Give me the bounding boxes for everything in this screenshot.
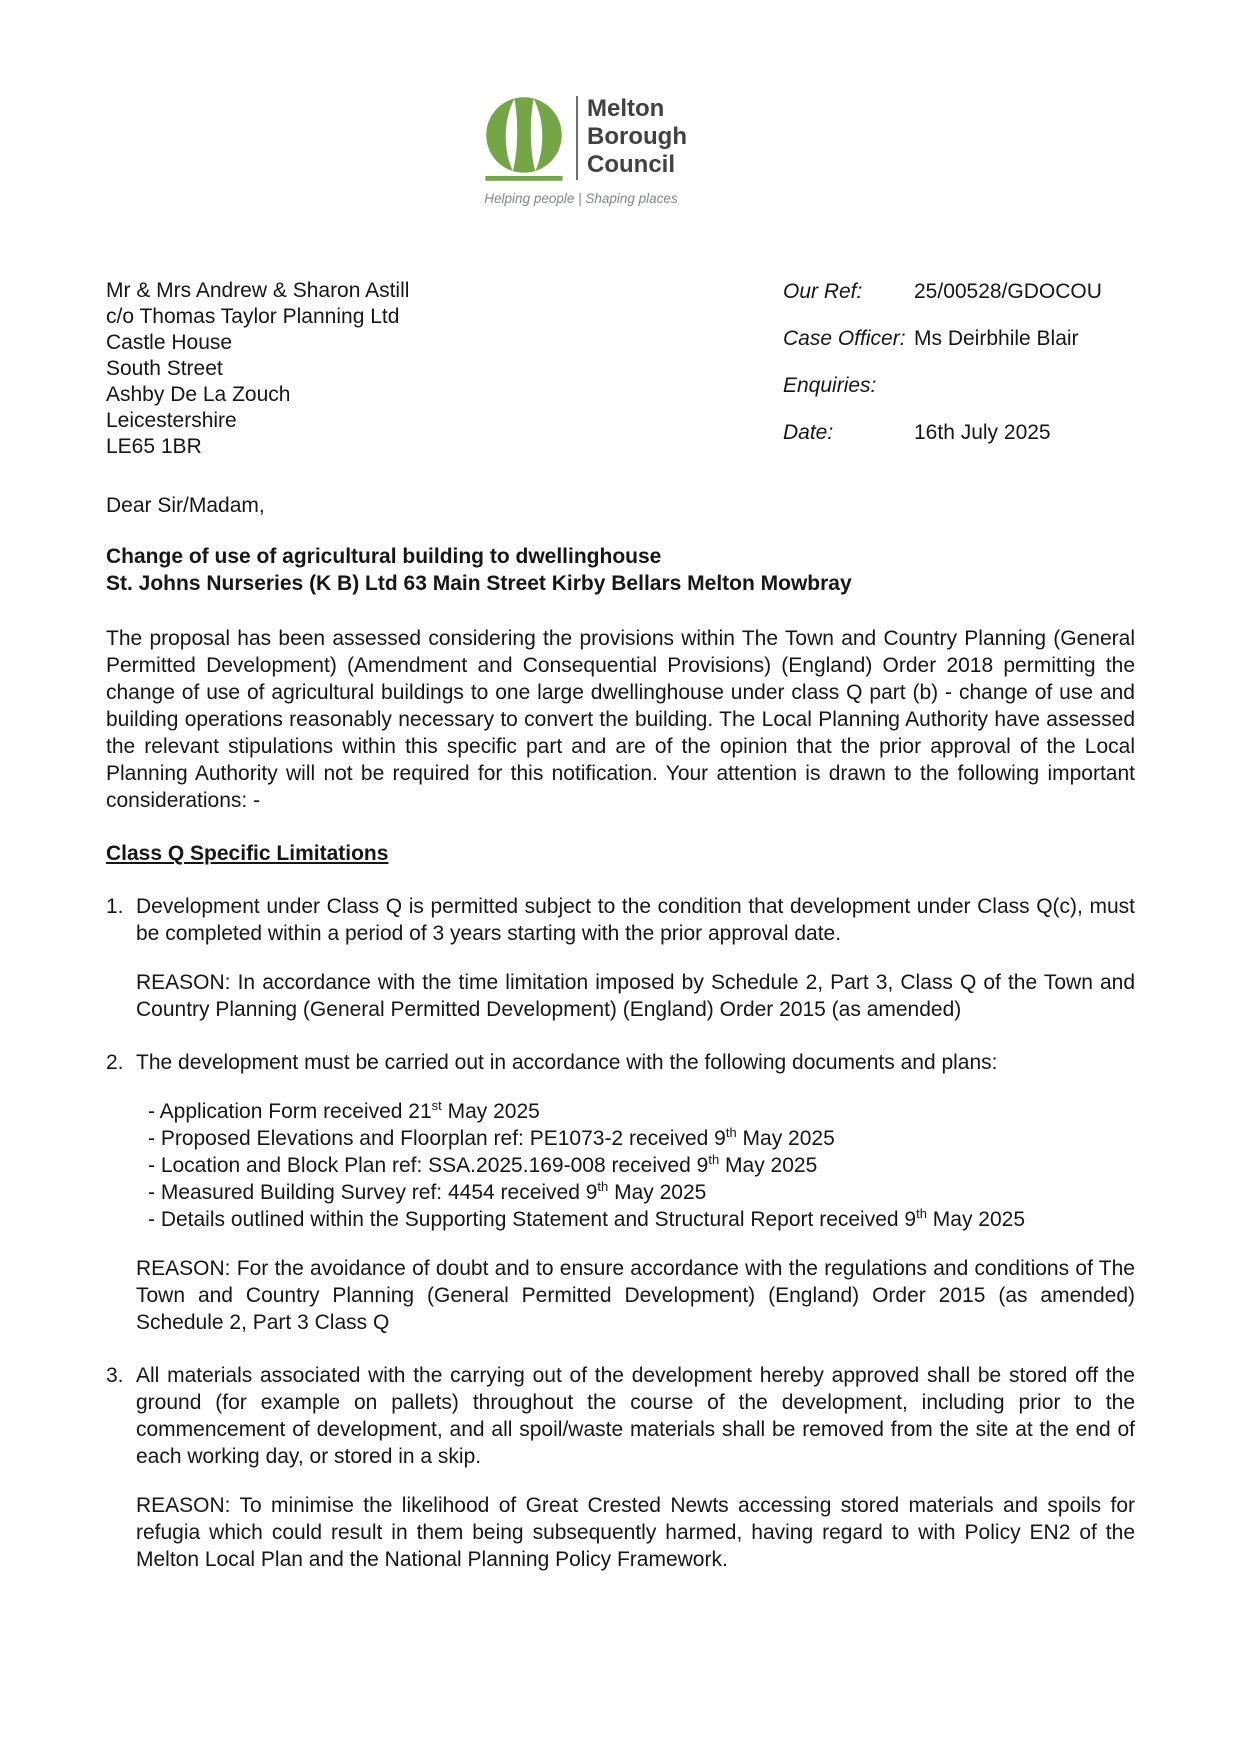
reference-block — [783, 278, 1102, 466]
reference-value: Ms Deirbhile Blair — [914, 327, 1079, 350]
document-line: - Proposed Elevations and Floorplan ref: PE1073-2 received 9th May 2025 — [148, 1125, 835, 1150]
document-line: - Location and Block Plan ref: SSA.2025.169-008 received 9th May 2025 — [148, 1152, 818, 1177]
letter-body — [106, 278, 1135, 1573]
reference-value: 16th July 2025 — [914, 421, 1051, 444]
reference-row — [783, 372, 1102, 399]
ordinal-superscript: th — [597, 1179, 609, 1194]
melton-logo-icon — [483, 94, 565, 184]
document-line: - Details outlined within the Supporting Statement and Structural Report received 9th May 2025 — [148, 1206, 1025, 1231]
reason-text: REASON: For the avoidance of doubt and to ensure accordance with the regulations and conditions of The Town and Country Planning (General Permitted Development) (England) Order 2015 (as amended) Schedule 2, Part 3 Class Q — [136, 1257, 1135, 1334]
subject-line-2: St. Johns Nurseries (K B) Ltd 63 Main Street Kirby Bellars Melton Mowbray — [106, 572, 852, 595]
council-letterhead — [483, 94, 687, 206]
condition-item — [106, 893, 1135, 947]
reference-row — [783, 325, 1102, 352]
council-name-line: Council — [587, 151, 675, 178]
recipient-line: Leicestershire — [106, 409, 237, 432]
section-heading: Class Q Specific Limitations — [106, 842, 389, 865]
ordinal-superscript: th — [916, 1206, 927, 1221]
condition-item — [106, 1049, 1135, 1076]
salutation: Dear Sir/Madam, — [106, 494, 265, 517]
conditions-list — [106, 893, 1135, 1573]
ordinal-superscript: th — [708, 1152, 720, 1167]
logo-divider — [576, 96, 578, 180]
condition-number: 1. — [106, 895, 124, 918]
council-logo — [483, 94, 687, 184]
condition-number: 2. — [106, 1051, 124, 1074]
recipient-line: Ashby De La Zouch — [106, 383, 291, 406]
document-line: - Measured Building Survey ref: 4454 received 9th May 2025 — [148, 1179, 707, 1204]
recipient-line: Castle House — [106, 331, 233, 354]
condition-text: The development must be carried out in accordance with the following documents and plans: — [136, 1051, 998, 1074]
condition-text: All materials associated with the carrying out of the development hereby approved shall be stored off the ground (for example on pallets) throughout the course of the development, including prior to the commencement of development, and all spoil/waste materials shall be removed from the site at the end of each working day, or stored in a skip. — [136, 1364, 1135, 1468]
document-list — [148, 1098, 1135, 1233]
recipient-line: LE65 1BR — [106, 435, 202, 458]
council-name — [587, 94, 687, 184]
condition-item — [106, 1362, 1135, 1470]
ordinal-superscript: th — [725, 1125, 737, 1140]
ordinal-superscript: st — [431, 1098, 442, 1113]
reference-value: 25/00528/GDOCOU — [914, 280, 1102, 303]
reference-label: Case Officer: — [783, 327, 906, 350]
document-line: - Application Form received 21st May 2025 — [148, 1098, 540, 1123]
recipient-line: South Street — [106, 357, 223, 380]
reference-row — [783, 419, 1102, 446]
reference-label: Date: — [783, 421, 834, 444]
recipient-line: c/o Thomas Taylor Planning Ltd — [106, 305, 400, 328]
condition-number: 3. — [106, 1364, 124, 1387]
reference-label: Our Ref: — [783, 280, 863, 303]
reference-label: Enquiries: — [783, 374, 877, 397]
condition-text: Development under Class Q is permitted subject to the condition that development under Class Q(c), must be completed within a period of 3 years starting with the prior approval date. — [136, 895, 1135, 945]
council-name-line: Borough — [587, 123, 687, 150]
council-name-line: Melton — [587, 95, 665, 122]
reason-text: REASON: To minimise the likelihood of Great Crested Newts accessing stored materials and spoils for refugia which could result in them being subsequently harmed, having regard to with Policy EN2 of the Melton Local Plan and the National Planning Policy Framework. — [136, 1494, 1135, 1571]
recipient-line: Mr & Mrs Andrew & Sharon Astill — [106, 279, 410, 302]
subject-heading — [106, 543, 1135, 597]
intro-paragraph: The proposal has been assessed considering the provisions within The Town and Country Planning (General Permitted Development) (Amendment and Consequential Provisions) (England) Order 2018 permitting the change of use of agricultural buildings to one large dwellinghouse under class Q part (b) - change of use and building operations reasonably necessary to convert the building. The Local Planning Authority have assessed the relevant stipulations within this specific part and are of the opinion that the prior approval of the Local Planning Authority will not be required for this notification. Your attention is drawn to the following important considerations: - — [106, 627, 1135, 812]
reference-row — [783, 278, 1102, 305]
council-tagline: Helping people | Shaping places — [484, 191, 678, 206]
subject-line-1: Change of use of agricultural building to dwellinghouse — [106, 545, 662, 568]
address-reference-section — [106, 278, 1135, 460]
reason-text: REASON: In accordance with the time limitation imposed by Schedule 2, Part 3, Class Q of the Town and Country Planning (General Permitted Development) (England) Order 2015 (as amended) — [136, 971, 1135, 1021]
